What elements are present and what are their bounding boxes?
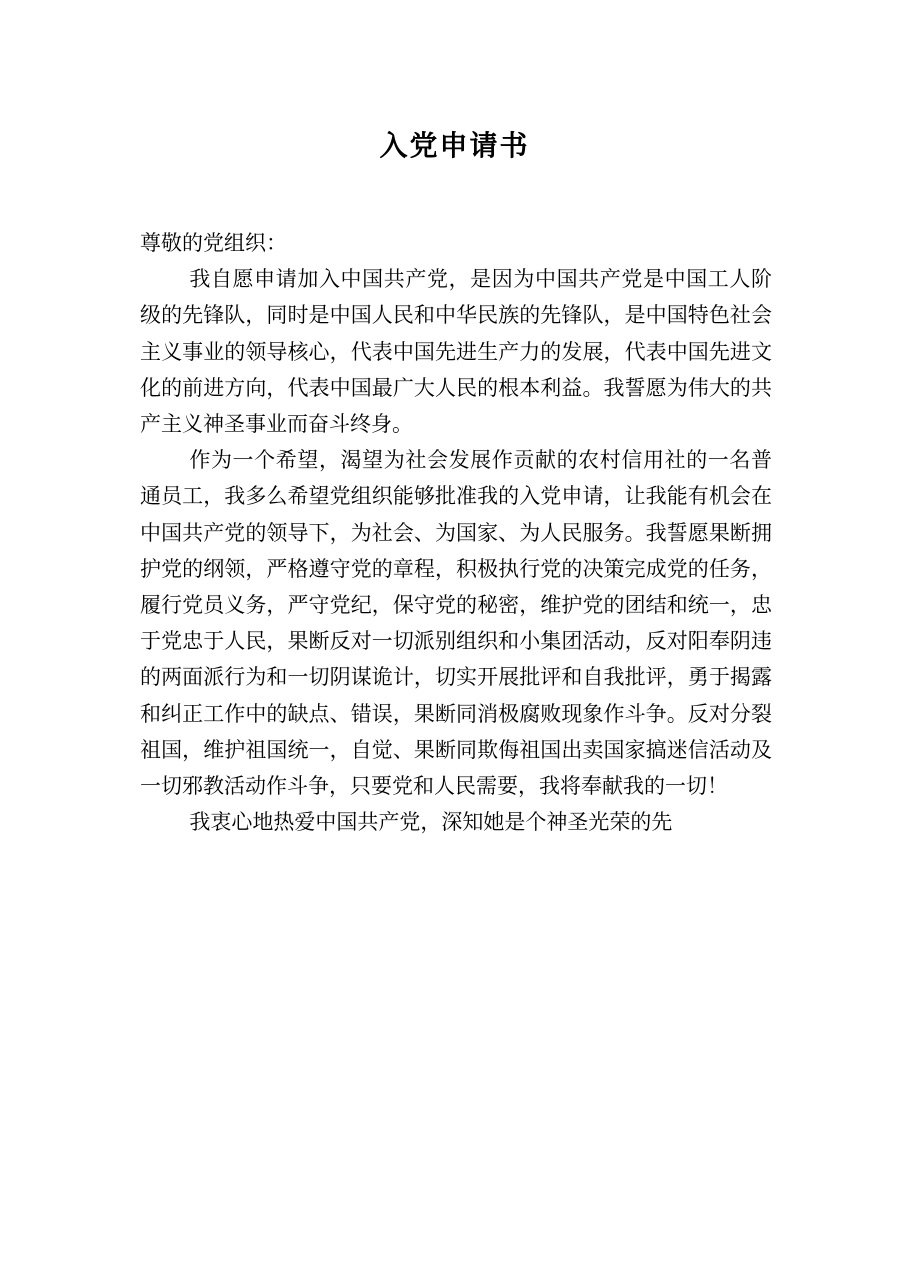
page-title: 入党申请书 <box>379 129 530 162</box>
paragraph-1: 我自愿申请加入中国共产党，是因为中国共产党是中国工人阶级的先锋队，同时是中国人民和中华民族的先锋队，是中国特色社会主义事业的领导核心，代表中国先进生产力的发展，代表中国先进文化的前进方向，代表中国最广大人民的根本利益。我誓愿为伟大的共产主义神圣事业而奋斗终身。 <box>140 267 772 437</box>
salutation: 尊敬的党组织： <box>140 231 287 255</box>
paragraph-2: 作为一个希望，渴望为社会发展作贡献的农村信用社的一名普通员工，我多么希望党组织能够批准我的入党申请，让我能有机会在中国共产党的领导下，为社会、为国家、为人民服务。我誓愿果断拥护党的纲领，严格遵守党的章程，积极执行党的决策完成党的任务，履行党员义务，严守党纪，保守党的秘密，维护党的团结和统一，忠于党忠于人民，果断反对一切派别组织和小集团活动，反对阳奉阴违的两面派行为和一切阴谋诡计，切实开展批评和自我批评，勇于揭露和纠正工作中的缺点、错误，果断同消极腐败现象作斗争。反对分裂祖国，维护祖国统一，自觉、果断同欺侮祖国出卖国家搞迷信活动及一切邪教活动作斗争，只要党和人民需要，我将奉献我的一切！ <box>140 448 772 799</box>
paragraph-3: 我衷心地热爱中国共产党，深知她是个神圣光荣的先 <box>189 810 673 835</box>
letter-body <box>140 225 772 840</box>
